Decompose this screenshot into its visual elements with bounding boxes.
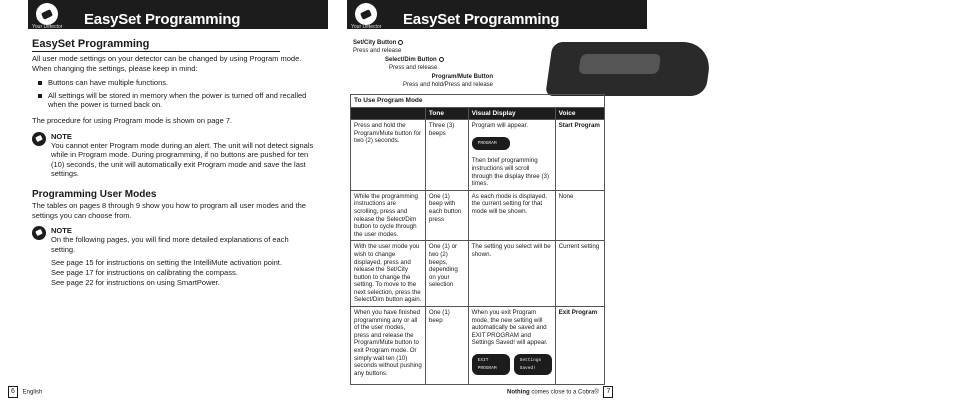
- callout-title: Select/Dim Button: [385, 57, 437, 64]
- procedure-text: The procedure for using Program mode is shown on page 7.: [32, 115, 233, 125]
- visual-cell-text: When you exit Program mode, the new setting will automatically be saved and EXIT PROGRAM and Settings Saved! will appear.: [471, 309, 548, 347]
- note-icon: [32, 132, 46, 146]
- table-row: [351, 190, 605, 241]
- left-content: [32, 38, 314, 287]
- display-screens: [472, 133, 552, 155]
- callout-title: Set/City Button: [353, 40, 397, 47]
- visual-cell: [468, 190, 555, 241]
- cobra-logo-icon: [355, 3, 377, 25]
- intro-text: All user mode settings on your detector can be changed by using Program mode. When changing the settings, please keep in mind:: [32, 54, 302, 73]
- note-text: On the following pages, you will find more detailed explanations of each setting.: [51, 235, 289, 254]
- voice-cell-text: Start Program: [558, 122, 600, 130]
- see-line: See page 22 for instructions on using SmartPower.: [51, 277, 220, 287]
- table-row: [351, 241, 605, 307]
- table-row: [351, 307, 605, 385]
- col-header: Voice: [555, 107, 604, 120]
- note-block: [32, 132, 314, 179]
- voice-cell-text: None: [558, 192, 574, 200]
- see-line: See page 17 for instructions on calibrating the compass.: [51, 267, 238, 277]
- subsection-text: The tables on pages 8 through 9 show you how to program all user modes and the settings you can choose from.: [32, 200, 306, 220]
- note-label: NOTE: [51, 131, 72, 141]
- tone-cell-text: One (1) beep: [428, 309, 450, 324]
- section-subtitle: Programming User Modes: [32, 188, 157, 200]
- tone-cell-text: One (1) beep with each button press: [428, 192, 462, 223]
- left-page: [11, 0, 336, 420]
- col-header: Tone: [425, 107, 468, 120]
- display-screen: PROGRAM: [472, 137, 510, 151]
- display-screens: [472, 350, 552, 379]
- see-line: See page 15 for instructions on setting the IntelliMute activation point.: [51, 258, 282, 268]
- callout-set-city: [353, 40, 403, 55]
- tone-cell-text: Three (3) beeps: [428, 122, 455, 137]
- header-title: EasySet Programming: [84, 11, 241, 28]
- note-text: You cannot enter Program mode during an alert. The unit will not detect signals while in Program mode. During programming, if no buttons are pushed for ten (10) seconds, the unit will automatically exit Program mode and save the last settings.: [51, 140, 314, 179]
- footer-tagline: comes close to a Cobra®: [531, 389, 599, 396]
- action-cell: [351, 120, 426, 191]
- right-footer: [507, 386, 616, 398]
- callout-program-mute: [387, 74, 493, 89]
- callout-sub: Press and release: [389, 64, 438, 71]
- voice-cell: [555, 307, 604, 385]
- pointer-dot-icon: [398, 40, 403, 45]
- left-header: [28, 0, 328, 29]
- footer-bold: Nothing: [507, 389, 530, 396]
- visual-cell: [468, 120, 555, 191]
- voice-cell-text: Exit Program: [558, 309, 598, 317]
- tone-cell-text: One (1) or two (2) beeps, depending on your selection: [428, 243, 458, 289]
- program-mode-table: [350, 94, 605, 385]
- note-block: [32, 226, 314, 287]
- tone-cell: [425, 120, 468, 191]
- bullet-list: [38, 78, 314, 110]
- voice-cell-text: Current setting: [558, 243, 600, 251]
- action-cell: [351, 241, 426, 307]
- visual-cell-text: The setting you select will be shown.: [471, 243, 551, 258]
- table-row: [351, 120, 605, 191]
- tone-cell: [425, 307, 468, 385]
- page-title: EasySet Programming: [32, 38, 280, 52]
- visual-cell: [468, 241, 555, 307]
- display-screen: EXIT PROGRAM: [472, 354, 510, 375]
- tone-cell: [425, 241, 468, 307]
- header-title: EasySet Programming: [403, 11, 560, 28]
- list-item: Buttons can have multiple functions.: [38, 78, 314, 88]
- pointer-dot-icon: [439, 57, 444, 62]
- visual-cell-text: Then brief programming instructions will scroll through the display three (3) times.: [471, 157, 550, 188]
- action-cell-text: While the programming instructions are scrolling, press and release the Select/Dim button to cycle through the user modes.: [354, 192, 418, 238]
- visual-cell-text: Program will appear.: [471, 122, 529, 130]
- voice-cell: [555, 120, 604, 191]
- cobra-logo-icon: [36, 3, 58, 25]
- callout-title: Program/Mute Button: [431, 74, 493, 80]
- callout-sub: Press and release: [353, 47, 402, 54]
- voice-cell: [555, 190, 604, 241]
- right-header: [347, 0, 647, 29]
- list-item: All settings will be stored in memory when the power is turned off and recalled when the power is turned back on.: [38, 91, 314, 110]
- voice-cell: [555, 241, 604, 307]
- display-screen: Settings Saved!: [514, 354, 552, 375]
- table-title: To Use Program Mode: [351, 95, 605, 108]
- section-label: Your Detector: [351, 24, 382, 30]
- tone-cell: [425, 190, 468, 241]
- action-cell: [351, 190, 426, 241]
- col-header: [351, 107, 426, 120]
- visual-cell-text: As each mode is displayed, the current setting for that mode will be shown.: [471, 192, 547, 215]
- visual-cell: [468, 307, 555, 385]
- action-cell-text: When you have finished programming any or all of the user modes, press and release the Program/Mute button to exit Program mode. Or simply wait ten (10) seconds without pushing any buttons.: [354, 309, 422, 377]
- page-number: 7: [603, 386, 613, 398]
- page-number: 6: [8, 386, 18, 398]
- left-footer: [8, 386, 42, 398]
- callout-select-dim: [385, 57, 444, 72]
- note-label: NOTE: [51, 226, 72, 236]
- action-cell-text: Press and hold the Program/Mute button for two (2) seconds.: [354, 122, 422, 145]
- callout-sub: Press and hold/Press and release: [402, 81, 493, 88]
- right-page: [347, 0, 647, 420]
- action-cell: [351, 307, 426, 385]
- col-header: Visual Display: [468, 107, 555, 120]
- section-label: Your Detector: [32, 24, 63, 30]
- action-cell-text: With the user mode you wish to change displayed, press and release the Set/City button to change the setting. To move to the next selection, press the Select/Dim button again.: [354, 243, 422, 304]
- footer-language: English: [22, 389, 43, 396]
- note-icon: [32, 226, 46, 240]
